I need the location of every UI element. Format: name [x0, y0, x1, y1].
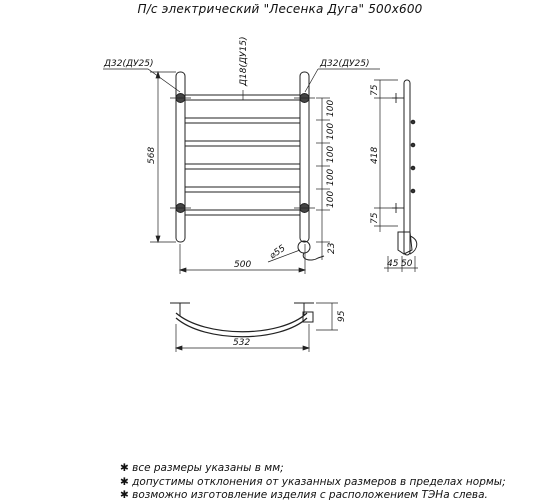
pipe-label: Д18(ДУ15)	[239, 36, 249, 86]
spacing-label-2: 100	[326, 122, 336, 140]
notes	[120, 462, 506, 503]
spacing-label-1: 100	[326, 99, 336, 117]
spacing-label-3: 100	[326, 145, 336, 163]
diameter-label: ⌀55	[267, 243, 288, 262]
heating-element	[298, 241, 324, 260]
side-bottom-label: 75	[370, 212, 380, 224]
note-item: ✱ возможно изготовление изделия с расположением ТЭНа слева.	[120, 489, 488, 501]
thread-label-right: Д32(ДУ25)	[320, 59, 370, 69]
side-top-label: 75	[370, 84, 380, 96]
offset-label: 23	[327, 242, 337, 254]
side-view	[374, 80, 418, 272]
height-label: 568	[147, 146, 157, 164]
side-depth-b-label: 50	[401, 259, 413, 269]
top-width-label: 532	[233, 338, 251, 348]
spacing-label-4: 100	[326, 168, 336, 186]
side-middle-label: 418	[370, 146, 380, 164]
note-item: ✱ все размеры указаны в мм;	[120, 462, 284, 474]
front-view	[103, 69, 380, 274]
width-label: 500	[234, 260, 252, 270]
thread-label-left: Д32(ДУ25)	[104, 59, 154, 69]
drawing-title: П/с электрический "Лесенка Дуга" 500х600	[137, 2, 423, 16]
rungs	[185, 95, 300, 215]
top-depth-label: 95	[337, 310, 347, 322]
top-view	[170, 303, 338, 352]
note-item: ✱ допустимы отклонения от указанных размеров в пределах нормы;	[120, 475, 506, 488]
side-depth-a-label: 45	[387, 259, 399, 269]
spacing-label-5: 100	[326, 190, 336, 208]
wall-mounts	[176, 94, 309, 213]
